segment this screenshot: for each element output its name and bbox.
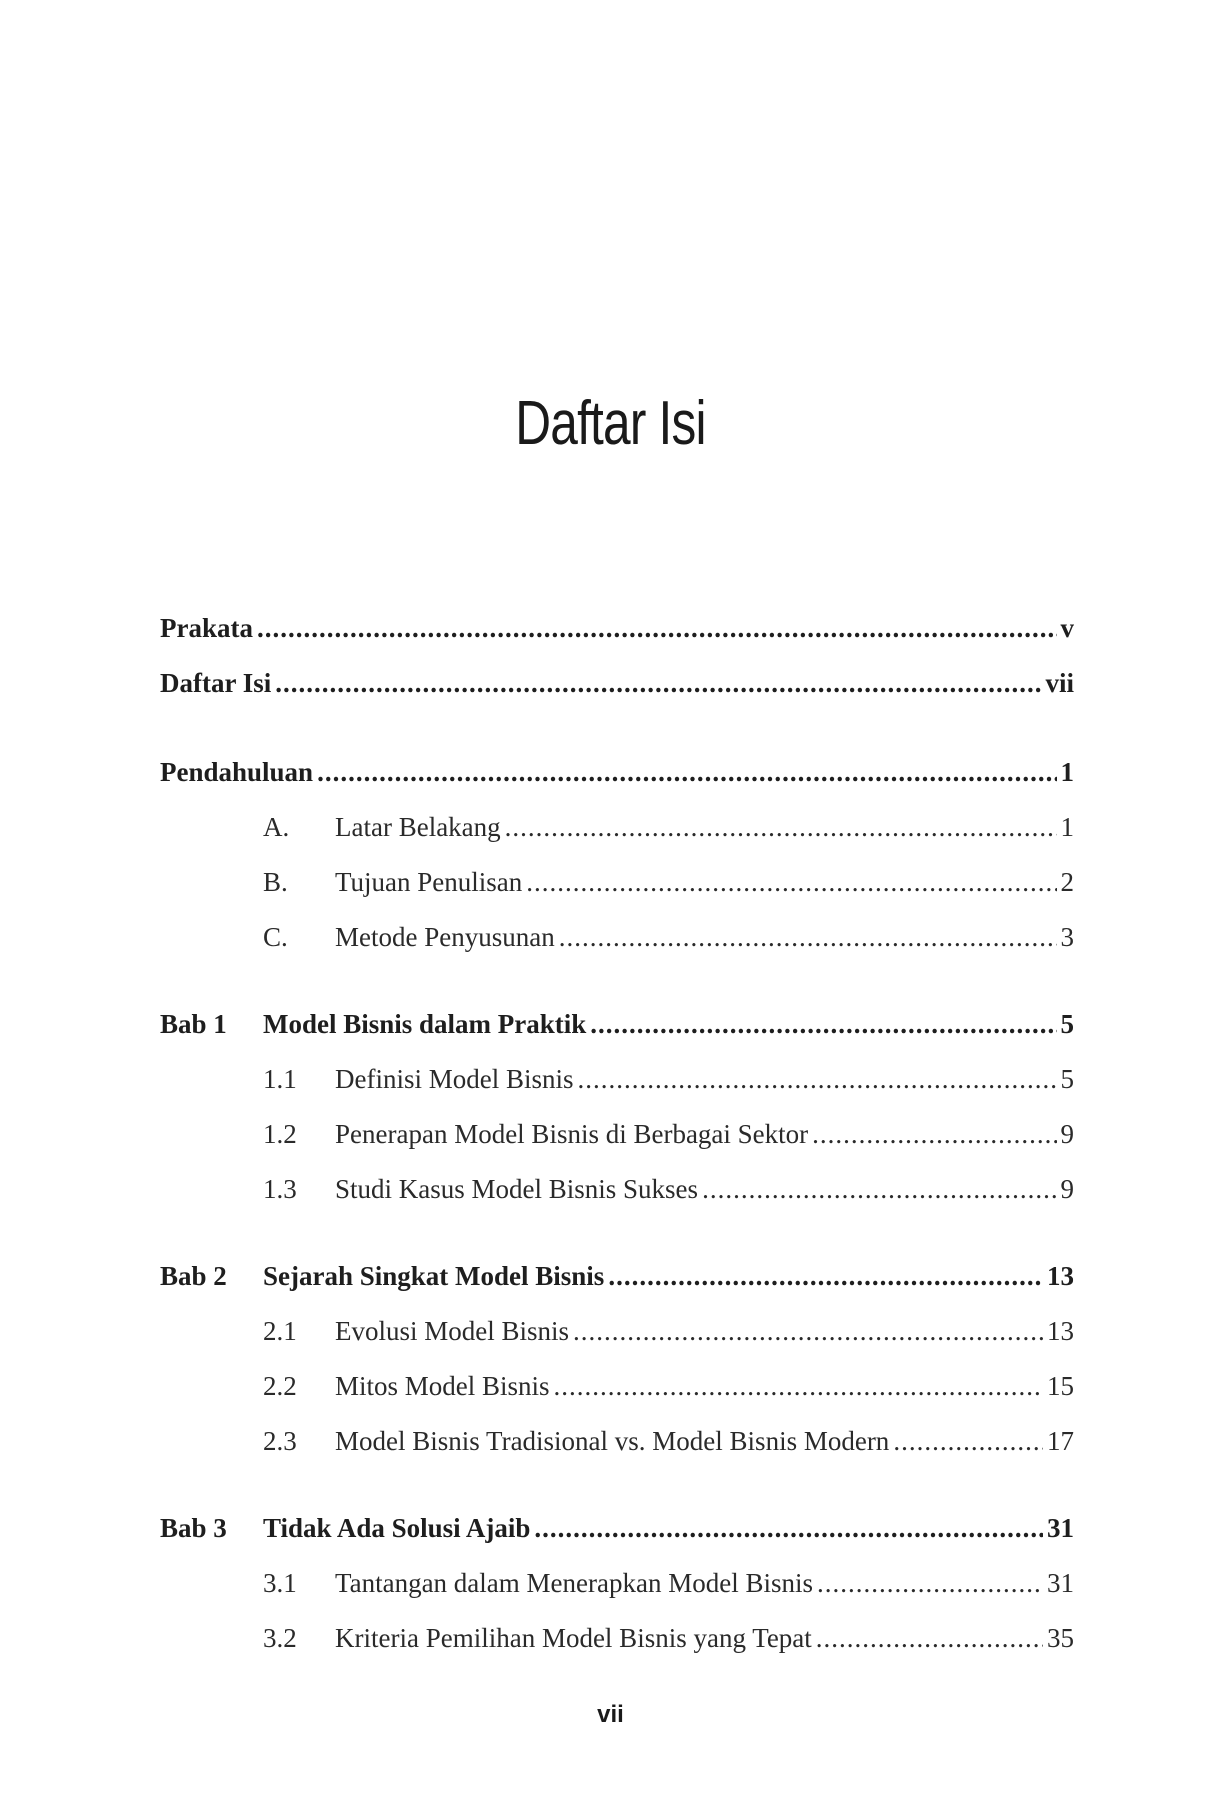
toc-entry-title: Evolusi Model Bisnis (335, 1316, 570, 1346)
dot-leader (702, 1169, 1056, 1209)
dot-leader (893, 1421, 1043, 1461)
toc-entry-title: Tidak Ada Solusi Ajaib (263, 1513, 531, 1543)
toc-entry-number: 2.1 (263, 1316, 297, 1346)
toc-entry-title: Penerapan Model Bisnis di Berbagai Sektor (335, 1119, 809, 1149)
toc-entry-page: 3 (1060, 922, 1074, 952)
toc-entry-bab-3[interactable] (160, 1508, 1074, 1548)
toc-entry-number: C. (263, 922, 288, 952)
toc-entry-page: 35 (1047, 1623, 1074, 1653)
toc-subentry-metode-penyusunan[interactable] (263, 917, 1074, 957)
toc-entry-title: Latar Belakang (335, 812, 501, 842)
dot-leader (608, 1256, 1043, 1296)
toc-subentry-latar-belakang[interactable] (263, 807, 1074, 847)
toc-entry-title: Kriteria Pemilihan Model Bisnis yang Tepat (335, 1623, 812, 1653)
dot-leader (534, 1508, 1043, 1548)
toc-entry-page: 31 (1047, 1513, 1074, 1543)
toc-subentry-tujuan-penulisan[interactable] (263, 862, 1074, 902)
dot-leader (816, 1618, 1043, 1658)
toc-entry-page: 9 (1060, 1174, 1074, 1204)
dot-leader (590, 1004, 1056, 1044)
toc-entry-title: Model Bisnis Tradisional vs. Model Bisnis Modern (335, 1426, 890, 1456)
toc-entry-title: Model Bisnis dalam Praktik (263, 1009, 587, 1039)
toc-entry-number: 2.2 (263, 1371, 297, 1401)
toc-entry-page: 1 (1060, 757, 1074, 787)
toc-subentry-2-3[interactable] (263, 1421, 1074, 1461)
dot-leader (257, 608, 1057, 648)
toc-entry-number: 3.1 (263, 1568, 297, 1598)
toc-entry-page: 13 (1047, 1261, 1074, 1291)
dot-leader (578, 1059, 1057, 1099)
toc-entry-title: Prakata (160, 613, 253, 643)
toc-entry-title: Mitos Model Bisnis (335, 1371, 550, 1401)
toc-entry-title: Tujuan Penulisan (335, 867, 523, 897)
toc-entry-prakata[interactable] (160, 608, 1074, 648)
toc-entry-daftar-isi[interactable] (160, 663, 1074, 703)
toc-subentry-1-1[interactable] (263, 1059, 1074, 1099)
dot-leader (812, 1114, 1056, 1154)
toc-entry-page: v (1060, 613, 1074, 643)
toc-entry-title: Tantangan dalam Menerapkan Model Bisnis (335, 1568, 813, 1598)
toc-entry-page: 5 (1060, 1009, 1074, 1039)
footer-page-number: vii (597, 1701, 624, 1728)
toc-entry-number: 2.3 (263, 1426, 297, 1456)
toc-entry-number: A. (263, 812, 290, 842)
toc-entry-number: 3.2 (263, 1623, 297, 1653)
toc-entry-page: 31 (1047, 1568, 1074, 1598)
dot-leader (505, 807, 1057, 847)
toc-entry-number: B. (263, 867, 288, 897)
toc-entry-title: Metode Penyusunan (335, 922, 555, 952)
toc-entry-page: 1 (1060, 812, 1074, 842)
toc-entry-page: vii (1045, 668, 1074, 698)
toc-entry-number: 1.1 (263, 1064, 297, 1094)
dot-leader (275, 663, 1041, 703)
toc-entry-bab-1[interactable] (160, 1004, 1074, 1044)
toc-entry-page: 5 (1060, 1064, 1074, 1094)
toc-entry-title: Daftar Isi (160, 668, 272, 698)
dot-leader (817, 1563, 1043, 1603)
page-title: Daftar Isi (515, 389, 706, 458)
toc-entry-number: 1.2 (263, 1119, 297, 1149)
toc-entry-number: Bab 1 (160, 1009, 227, 1039)
toc-subentry-3-1[interactable] (263, 1563, 1074, 1603)
toc-subentry-2-1[interactable] (263, 1311, 1074, 1351)
toc-entry-number: Bab 2 (160, 1261, 227, 1291)
dot-leader (559, 917, 1057, 957)
dot-leader (526, 862, 1056, 902)
toc-entry-number: 1.3 (263, 1174, 297, 1204)
toc-entry-number: Bab 3 (160, 1513, 227, 1543)
toc-subentry-2-2[interactable] (263, 1366, 1074, 1406)
toc-subentry-1-3[interactable] (263, 1169, 1074, 1209)
toc-entry-title: Sejarah Singkat Model Bisnis (263, 1261, 605, 1291)
toc-subentry-1-2[interactable] (263, 1114, 1074, 1154)
toc-subentry-3-2[interactable] (263, 1618, 1074, 1658)
toc-entry-page: 9 (1060, 1119, 1074, 1149)
toc-entry-page: 13 (1047, 1316, 1074, 1346)
toc-entry-page: 17 (1047, 1426, 1074, 1456)
toc-entry-bab-2[interactable] (160, 1256, 1074, 1296)
toc-entry-page: 2 (1060, 867, 1074, 897)
dot-leader (317, 752, 1056, 792)
toc-entry-pendahuluan[interactable] (160, 752, 1074, 792)
toc-entry-title: Definisi Model Bisnis (335, 1064, 574, 1094)
dot-leader (554, 1366, 1043, 1406)
toc-entry-title: Pendahuluan (160, 757, 314, 787)
toc-entry-page: 15 (1047, 1371, 1074, 1401)
dot-leader (573, 1311, 1043, 1351)
toc-entry-title: Studi Kasus Model Bisnis Sukses (335, 1174, 699, 1204)
